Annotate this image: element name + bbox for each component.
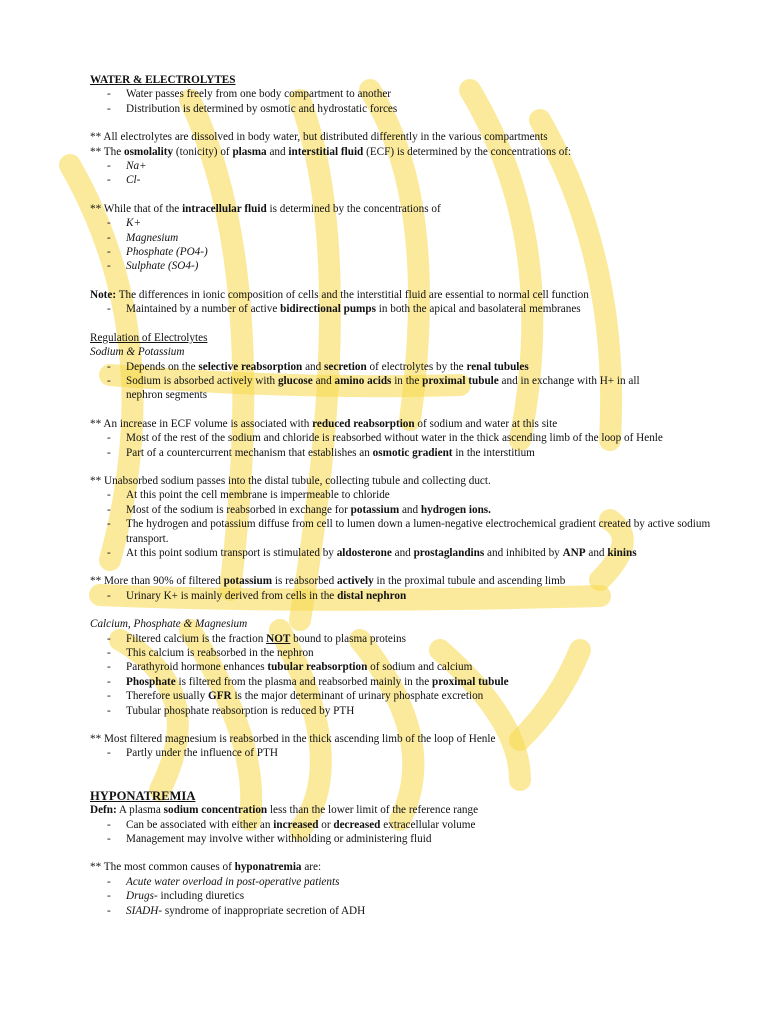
- paragraph-osmolality: ** The osmolality (tonicity) of plasma and interstitial fluid (ECF) is determined by the concentrations of:: [90, 145, 572, 158]
- water-list: [90, 87, 690, 116]
- list-item: - Sodium is absorbed actively with glucose and amino acids in the proximal tubule and in exchange with H+ in all nephron segments: [107, 374, 640, 402]
- list-item-text: Partly under the influence of PTH: [126, 747, 278, 760]
- paragraph-unabsorbed-sodium: ** Unabsorbed sodium passes into the distal tubule, collecting tubule and collecting duct.: [90, 474, 491, 487]
- list-item: - This calcium is reabsorbed in the nephron: [107, 647, 314, 659]
- list-item-text: Phosphate (PO4-): [126, 246, 208, 259]
- list-item: - Tubular phosphate reabsorption is reduced by PTH: [107, 704, 355, 717]
- list-item: - Most of the sodium is reabsorbed in exchange for potassium and hydrogen ions.: [107, 503, 491, 516]
- paragraph-potassium: ** More than 90% of filtered potassium is reabsorbed actively in the proximal tubule and ascending limb: [90, 575, 566, 588]
- list-item: - Phosphate (PO4-): [107, 246, 208, 259]
- list-item-text: Acute water overload in post-operative patients: [126, 875, 340, 888]
- paragraph-intracellular: ** While that of the intracellular fluid is determined by the concentrations of: [90, 202, 441, 215]
- list-item: - Water passes freely from one body compartment to another: [107, 88, 392, 101]
- list-item-text: Tubular phosphate reabsorption is reduced by PTH: [126, 704, 355, 717]
- list-item: - Management may involve wither withholding or administering fluid: [107, 833, 432, 846]
- list-item-text: Management may involve wither withholding or administering fluid: [126, 833, 432, 846]
- list-item: - Drugs- including diuretics: [107, 890, 245, 903]
- list-item: - SIADH- syndrome of inappropriate secretion of ADH: [107, 904, 366, 917]
- paragraph-common-causes: ** The most common causes of hyponatremia are:: [90, 861, 322, 874]
- list-item: - Phosphate is filtered from the plasma and reabsorbed mainly in the proximal tubule: [107, 675, 509, 688]
- list-item: - At this point the cell membrane is impermeable to chloride: [107, 489, 390, 502]
- list-item: - Filtered calcium is the fraction NOT bound to plasma proteins: [107, 632, 406, 645]
- list-item-text: Cl-: [126, 174, 141, 187]
- list-item: - Na+: [107, 160, 147, 173]
- calcium-list: [90, 632, 690, 718]
- definition-list: [90, 818, 690, 847]
- list-item: - Part of a countercurrent mechanism that establishes an osmotic gradient in the interstitium: [107, 446, 535, 459]
- note-list: [90, 302, 690, 316]
- distal-list: [90, 488, 711, 560]
- paragraph-magnesium: ** Most filtered magnesium is reabsorbed in the thick ascending limb of the loop of Henle: [90, 733, 496, 746]
- list-item-text: K+: [126, 217, 142, 230]
- list-item: - Maintained by a number of active bidirectional pumps in both the apical and basolateral membranes: [107, 303, 581, 316]
- paragraph-electrolytes-dissolved: ** All electrolytes are dissolved in body water, but distributed differently in the various compartments: [90, 131, 548, 144]
- list-item: - Most of the rest of the sodium and chloride is reabsorbed without water in the thick ascending limb of the loop of Henle: [107, 432, 663, 445]
- list-item: - Acute water overload in post-operative patients: [107, 875, 340, 888]
- list-item-text: Water passes freely from one body compartment to another: [126, 88, 392, 101]
- list-item-text: Most of the rest of the sodium and chloride is reabsorbed without water in the thick ascending limb of the loop of Henle: [126, 432, 663, 445]
- potassium-list: [90, 589, 690, 603]
- list-item: - Cl-: [107, 174, 141, 187]
- subheading-regulation: Regulation of Electrolytes: [90, 331, 208, 344]
- list-item: - Partly under the influence of PTH: [107, 747, 278, 760]
- list-item: - K+: [107, 217, 142, 230]
- list-item: - Sulphate (SO4-): [107, 260, 199, 273]
- list-item-text: Sulphate (SO4-): [126, 260, 199, 273]
- subheading-sodium-potassium: Sodium & Potassium: [90, 346, 185, 359]
- list-item: - Therefore usually GFR is the major determinant of urinary phosphate excretion: [107, 690, 484, 703]
- note-paragraph: Note: The differences in ionic composition of cells and the interstitial fluid are essential to normal cell function: [90, 288, 589, 301]
- paragraph-ecf-volume: ** An increase in ECF volume is associated with reduced reabsorption of sodium and water at this site: [90, 417, 558, 430]
- ecf-volume-list: [90, 431, 690, 460]
- list-item-text: Na+: [126, 160, 147, 173]
- magnesium-list: [90, 746, 690, 760]
- document-page: [90, 73, 711, 918]
- list-item: - Magnesium: [107, 231, 179, 244]
- list-item-text: Distribution is determined by osmotic and hydrostatic forces: [126, 102, 398, 115]
- section-title-water-electrolytes: WATER & ELECTROLYTES: [90, 74, 236, 86]
- list-item: - Parathyroid hormone enhances tubular reabsorption of sodium and calcium: [107, 661, 473, 674]
- list-item: - The hydrogen and potassium diffuse from cell to lumen down a lumen-negative electrochemical gradient created by active sodium transport.: [107, 518, 711, 545]
- definition-paragraph: Defn: A plasma sodium concentration less than the lower limit of the reference range: [90, 804, 479, 817]
- subheading-calcium-phosphate-magnesium: Calcium, Phosphate & Magnesium: [90, 618, 248, 631]
- causes-list: [90, 875, 690, 918]
- icf-ion-list: [90, 216, 690, 274]
- list-item-text: This calcium is reabsorbed in the nephron: [126, 647, 314, 659]
- list-item: - Depends on the selective reabsorption and secretion of electrolytes by the renal tubules: [107, 360, 529, 373]
- ecf-ion-list: [90, 159, 690, 188]
- list-item: - Urinary K+ is mainly derived from cells in the distal nephron: [107, 589, 407, 602]
- list-item: - At this point sodium transport is stimulated by aldosterone and prostaglandins and inhibited by ANP and kinins: [107, 546, 637, 559]
- list-item: - Can be associated with either an increased or decreased extracellular volume: [107, 818, 476, 831]
- regulation-list: [90, 360, 690, 403]
- list-item-text: At this point the cell membrane is impermeable to chloride: [126, 489, 390, 502]
- list-item-text: The hydrogen and potassium diffuse from cell to lumen down a lumen-negative electrochemical gradient created by active sodium transport.: [126, 518, 711, 545]
- section-title-hyponatremia: HYPONATREMIA: [90, 788, 196, 803]
- list-item-text: Magnesium: [126, 231, 179, 244]
- list-item: - Distribution is determined by osmotic and hydrostatic forces: [107, 102, 398, 115]
